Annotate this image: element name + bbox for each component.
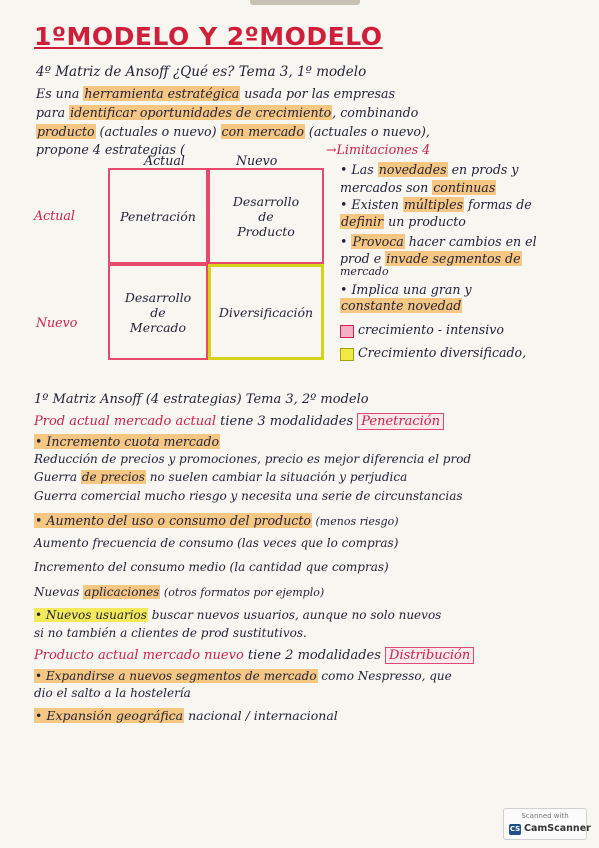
title-part-3: MODELO xyxy=(259,22,383,51)
legend-yellow-swatch xyxy=(340,348,354,361)
camscanner-logo-icon: CS xyxy=(509,825,521,833)
intro-line-1: Es una herramienta estratégica usada por las empresas xyxy=(36,86,395,101)
section2-sub1: Prod actual mercado actual tiene 3 modalidades Penetración xyxy=(34,414,444,429)
limitaciones-heading: →Limitaciones 4 xyxy=(326,142,431,157)
bullet-incremento-cuota: • Incremento cuota mercado xyxy=(35,434,220,449)
bullet-nuevos-usuarios: • Nuevos usuarios buscar nuevos usuarios, aunque no solo nuevos xyxy=(35,608,442,622)
ansoff-matrix xyxy=(108,168,324,360)
scan-edge xyxy=(250,0,360,5)
title-part-1: 1º xyxy=(34,22,67,51)
limitacion-4-a: • Implica una gran y xyxy=(340,282,472,297)
legend-yellow-label: Crecimiento diversificado, xyxy=(358,345,527,360)
text-reduccion-precios: Reducción de precios y promociones, precio es mejor diferencia el prod xyxy=(34,452,472,466)
section2-heading: 1º Matriz Ansoff (4 estrategias) Tema 3, 2º modelo xyxy=(34,392,369,407)
intro-line-4: propone 4 estrategias ( xyxy=(36,142,185,157)
bullet-aumento-uso: • Aumento del uso o consumo del producto (menos riesgo) xyxy=(35,513,399,528)
camscanner-watermark: Scanned with CS CamScanner xyxy=(503,808,587,840)
matrix-row-nuevo: Nuevo xyxy=(36,315,78,330)
limitacion-4-b: constante novedad xyxy=(341,298,462,313)
matrix-col-nuevo: Nuevo xyxy=(236,153,278,168)
cell-desarrollo-mercado: Desarrollo de Mercado xyxy=(108,264,208,360)
text-guerra-precios: Guerra de precios no suelen cambiar la situación y perjudica xyxy=(34,470,408,484)
text-incremento-consumo: Incremento del consumo medio (la cantidad que compras) xyxy=(34,560,389,574)
intro-line-2: para identificar oportunidades de crecimiento, combinando xyxy=(36,105,419,120)
intro-heading: 4º Matriz de Ansoff ¿Qué es? Tema 3, 1º modelo xyxy=(36,64,367,80)
limitacion-2-a: • Existen múltiples formas de xyxy=(340,197,532,212)
limitacion-3-c: mercado xyxy=(340,265,389,278)
title-part-2: MODELO Y 2º xyxy=(66,22,260,51)
text-guerra-comercial: Guerra comercial mucho riesgo y necesita una serie de circunstancias xyxy=(34,489,463,503)
page-title xyxy=(34,22,383,51)
text-aumento-frecuencia: Aumento frecuencia de consumo (las veces que lo compras) xyxy=(34,536,399,550)
section2-sub2: Producto actual mercado nuevo tiene 2 modalidades Distribución xyxy=(34,648,474,663)
legend-pink-swatch xyxy=(340,325,354,338)
text-nespresso: dio el salto a la hostelería xyxy=(34,686,191,700)
limitacion-3-b: prod e invade segmentos de xyxy=(340,251,521,266)
cell-diversificacion: Diversificación xyxy=(208,264,324,360)
cell-penetracion: Penetración xyxy=(108,168,208,264)
limitacion-3-a: • Provoca hacer cambios en el xyxy=(340,234,537,249)
text-clientes-sustitutivos: si no también a clientes de prod sustitutivos. xyxy=(34,626,307,640)
matrix-row-actual: Actual xyxy=(34,208,75,223)
text-nuevas-aplicaciones: Nuevas aplicaciones (otros formatos por ejemplo) xyxy=(34,585,325,599)
cell-desarrollo-producto: Desarrollo de Producto xyxy=(208,168,324,264)
intro-line-3: producto (actuales o nuevo) con mercado (actuales o nuevo), xyxy=(37,124,430,139)
legend-pink-label: crecimiento - intensivo xyxy=(358,322,504,337)
bullet-expandirse-segmentos: • Expandirse a nuevos segmentos de mercado como Nespresso, que xyxy=(35,669,452,683)
limitacion-2-b: definir un producto xyxy=(341,214,466,229)
bullet-expansion-geografica: • Expansión geográfica nacional / internacional xyxy=(35,708,338,723)
matrix-col-actual: Actual xyxy=(144,153,185,168)
limitacion-1-b: mercados son continuas xyxy=(340,180,496,195)
limitacion-1-a: • Las novedades en prods y xyxy=(340,162,519,177)
